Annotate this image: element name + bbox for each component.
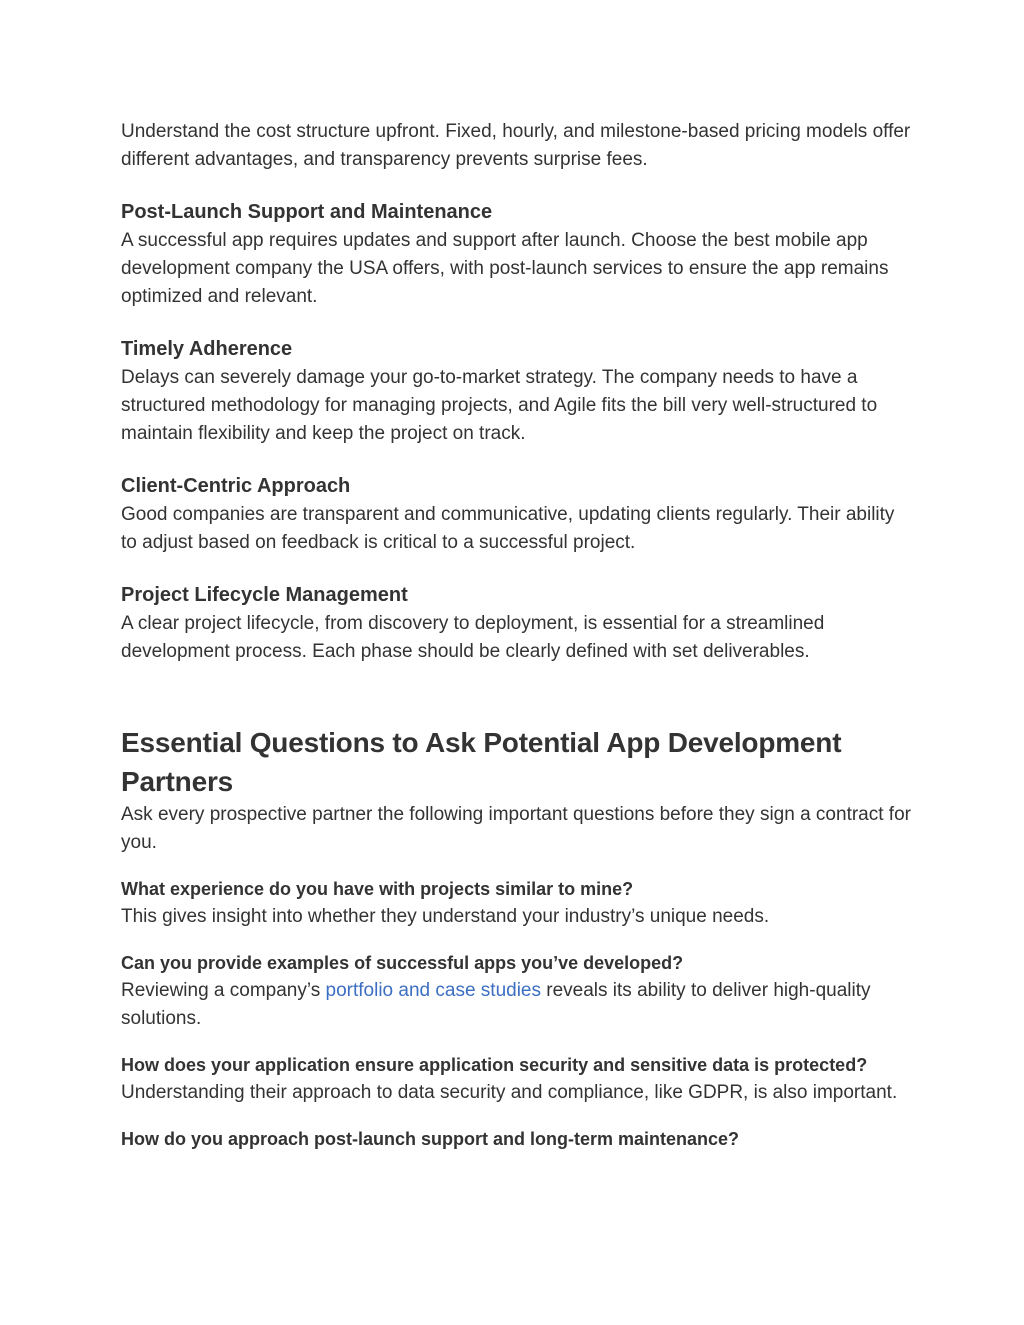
question-item-examples [121,950,911,1033]
section-timely-adherence [121,335,911,448]
section-title: Project Lifecycle Management [121,584,408,606]
questions-heading: Essential Questions to Ask Potential App Development Partners [121,727,842,797]
question-answer [121,977,911,1033]
portfolio-case-studies-link[interactable]: portfolio and case studies [325,980,541,1001]
answer-text-before-link: Reviewing a company’s [121,980,326,1001]
question-item-experience [121,876,911,931]
question-item-post-launch [121,1126,911,1152]
section-title: Post-Launch Support and Maintenance [121,201,493,223]
section-title: Timely Adherence [121,338,293,360]
intro-paragraph: Understand the cost structure upfront. Fixed, hourly, and milestone-based pricing models offer different advantages, and transparency prevents surprise fees. [121,121,911,170]
question-title: What experience do you have with projects similar to mine? [121,879,634,899]
section-title: Client-Centric Approach [121,475,351,497]
question-item-security [121,1052,911,1107]
answer-text-after-link: reveals its ability to deliver high-quality solutions. [121,980,871,1029]
section-client-centric-approach [121,472,911,557]
question-title: How does your application ensure application security and sensitive data is protected? [121,1055,868,1075]
section-project-lifecycle [121,581,911,666]
question-title: How do you approach post-launch support and long-term maintenance? [121,1129,740,1149]
section-body: A successful app requires updates and support after launch. Choose the best mobile app development company the USA offers, with post-launch services to ensure the app remains optimized and relevant. [121,230,889,307]
question-title: Can you provide examples of successful apps you’ve developed? [121,953,684,973]
question-answer: Understanding their approach to data security and compliance, like GDPR, is also important. [121,1082,898,1103]
section-body: A clear project lifecycle, from discovery to deployment, is essential for a streamlined development process. Each phase should be clearly defined with set deliverables. [121,613,825,662]
questions-intro: Ask every prospective partner the following important questions before they sign a contract for you. [121,804,911,853]
question-answer: This gives insight into whether they understand your industry’s unique needs. [121,906,770,927]
section-body: Good companies are transparent and communicative, updating clients regularly. Their ability to adjust based on feedback is critical to a successful project. [121,504,895,553]
document-page [121,118,911,1153]
section-post-launch-support [121,198,911,311]
section-body: Delays can severely damage your go-to-market strategy. The company needs to have a structured methodology for managing projects, and Agile fits the bill very well-structured to maintain flexibility and keep the project on track. [121,367,878,444]
